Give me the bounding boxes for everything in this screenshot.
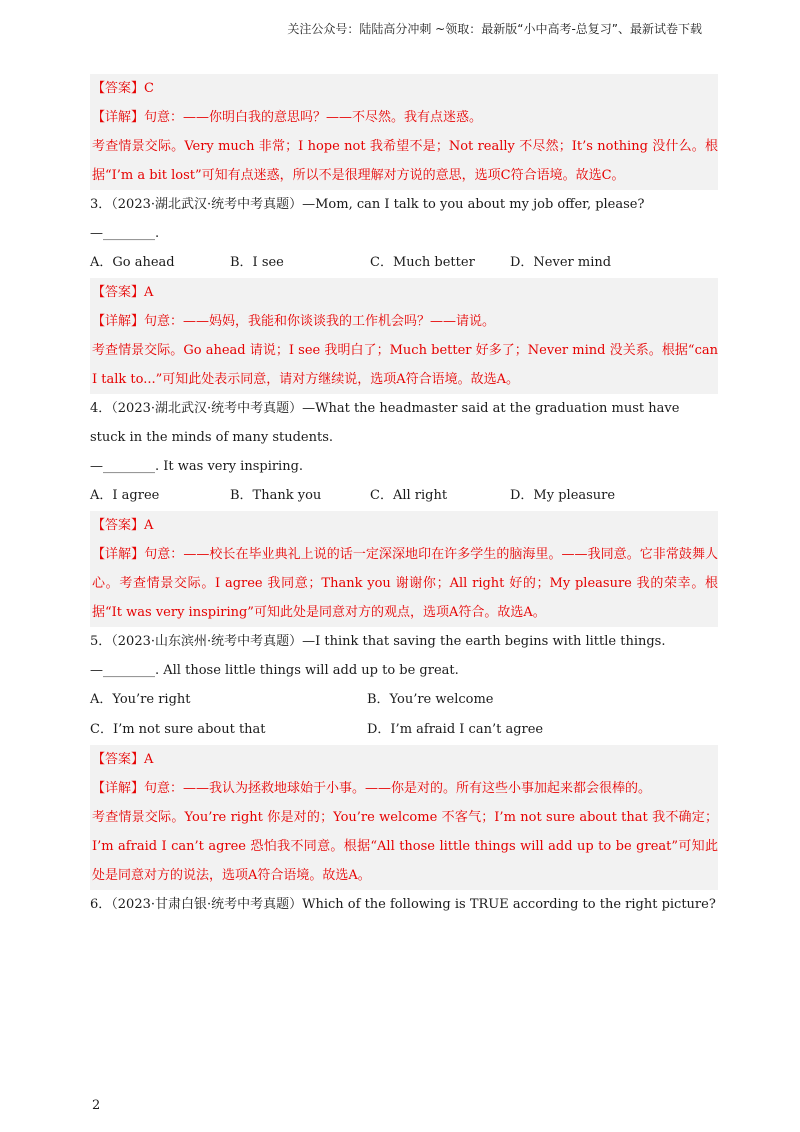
question-4-options	[90, 481, 710, 511]
question-3-stem: 3．（2023·湖北武汉·统考中考真题）—Mom, can I talk to you about my job offer, please?	[90, 197, 645, 212]
detail-paragraph: 【详解】句意：——校长在毕业典礼上说的话一定深深地印在许多学生的脑海里。——我同意。它非常鼓舞人心。考查情景交际。I agree 我同意；Thank you 谢谢你；All right 好的；My pleasure 我的荣幸。根据“It was very inspiring”可知此处是同意对方的观点，选项A符合。故选A。	[92, 547, 718, 620]
detail-paragraph: 考查情景交际。Go ahead 请说；I see 我明白了；Much better 好多了；Never mind 没关系。根据“can I talk to...”可知此处表示同意，请对方继续说，选项A符合语境。故选A。	[92, 343, 718, 387]
answer-line: 【答案】A	[92, 752, 154, 767]
question-5-options-row-1	[90, 685, 710, 715]
detail-line: 【详解】句意：——妈妈，我能和你谈谈我的工作机会吗？——请说。	[92, 314, 496, 329]
question-5-options-row-2	[90, 715, 710, 745]
detail-line: 【详解】句意：——你明白我的意思吗？——不尽然。我有点迷惑。	[92, 110, 483, 125]
question-3-blank: —________.	[90, 226, 160, 241]
option-c: C．I’m not sure about that	[90, 722, 266, 737]
page-header: 关注公众号：陆陆高分冲刺 ~领取：最新版“小中高考-总复习”、最新试卷下载	[287, 22, 702, 36]
option-d: D．I’m afraid I can’t agree	[367, 722, 544, 737]
question-5-blank: —________. All those little things will add up to be great.	[90, 663, 459, 678]
answer-line: 【答案】A	[92, 518, 154, 533]
option-a: A．You’re right	[90, 692, 191, 707]
document-body	[90, 74, 718, 919]
option-b: B．Thank you	[230, 488, 322, 503]
detail-paragraph: 考查情景交际。You’re right 你是对的；You’re welcome 不客气；I’m not sure about that 我不确定；I’m afraid I can’t agree 恐怕我不同意。根据“All those little things will add up to be great”可知此处是同意对方的说法，选项A符合语境。故选A。	[92, 810, 718, 883]
option-a: A．I agree	[90, 488, 160, 503]
detail-line: 【详解】句意：——我认为拯救地球始于小事。——你是对的。所有这些小事加起来都会很棒的。	[92, 781, 652, 796]
option-a: A．Go ahead	[90, 255, 175, 270]
answer-line: 【答案】C	[92, 81, 154, 96]
question-6-stem: 6．（2023·甘肃白银·统考中考真题）Which of the following is TRUE according to the right picture?	[90, 897, 716, 912]
question-4-blank: —________. It was very inspiring.	[90, 459, 304, 474]
option-c: C．All right	[370, 488, 448, 503]
detail-paragraph: 考查情景交际。Very much 非常；I hope not 我希望不是；Not really 不尽然；It’s nothing 没什么。根据“I’m a bit lost”可知有点迷惑，所以不是很理解对方说的意思，选项C符合语境。故选C。	[92, 139, 718, 183]
option-d: D．My pleasure	[510, 488, 616, 503]
answer-line: 【答案】A	[92, 285, 154, 300]
answer-block-4	[90, 511, 718, 627]
question-3-options	[90, 248, 710, 278]
question-4-stem: 4．（2023·湖北武汉·统考中考真题）—What the headmaster said at the graduation must have stuck in the minds of many students.	[90, 401, 680, 445]
answer-block-3	[90, 278, 718, 394]
option-b: B．I see	[230, 255, 284, 270]
page-number: 2	[92, 1098, 101, 1113]
answer-block-5	[90, 745, 718, 890]
answer-block-prev	[90, 74, 718, 190]
option-c: C．Much better	[370, 255, 475, 270]
question-5-stem: 5．（2023·山东滨州·统考中考真题）—I think that saving the earth begins with little things.	[90, 634, 666, 649]
option-d: D．Never mind	[510, 255, 612, 270]
option-b: B．You’re welcome	[367, 692, 494, 707]
